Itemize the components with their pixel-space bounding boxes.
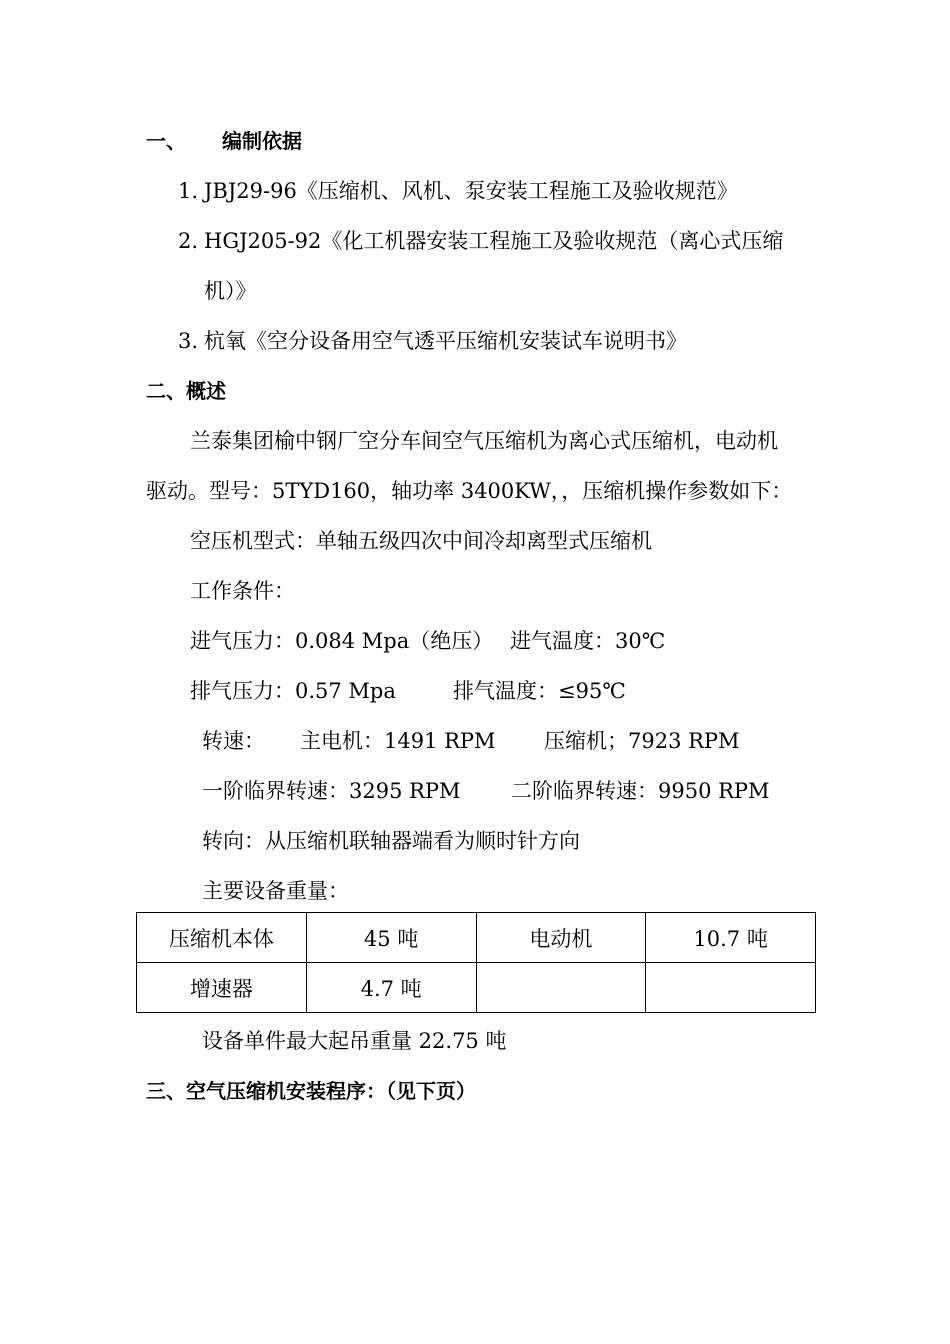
- reference-item-3-num: 3.: [178, 329, 199, 353]
- section1-heading-num: 一、: [146, 129, 186, 153]
- table-cell: 压缩机本体: [137, 913, 307, 963]
- table-cell: [646, 963, 816, 1013]
- speed-label: 转速：: [202, 729, 265, 753]
- compressor-type: 空压机型式：单轴五级四次中间冷却离型式压缩机: [190, 529, 652, 553]
- overview-para-line1: 兰泰集团榆中钢厂空分车间空气压缩机为离心式压缩机，电动机: [190, 429, 778, 453]
- table-cell: 4.7 吨: [306, 963, 476, 1013]
- section1-heading-text: 编制依据: [222, 129, 302, 153]
- reference-item-3: [178, 327, 687, 355]
- reference-item-2: [178, 227, 783, 255]
- table-cell: [476, 963, 646, 1013]
- reference-item-1: [178, 177, 738, 205]
- reference-item-2-text: HGJ205-92《化工机器安装工程施工及验收规范（离心式压缩: [204, 229, 784, 253]
- table-cell: 电动机: [476, 913, 646, 963]
- equipment-weight-table: [136, 912, 816, 1013]
- table-cell: 45 吨: [306, 913, 476, 963]
- table-cell: 增速器: [137, 963, 307, 1013]
- motor-speed: 主电机：1491 RPM: [300, 729, 496, 753]
- reference-item-3-text: 杭氧《空分设备用空气透平压缩机安装试车说明书》: [204, 329, 687, 353]
- reference-item-1-num: 1.: [178, 179, 199, 203]
- outlet-pressure: 排气压力：0.57 Mpa: [190, 679, 396, 703]
- table-row: [137, 913, 816, 963]
- reference-item-2-num: 2.: [178, 229, 199, 253]
- compressor-speed: 压缩机；7923 RPM: [544, 729, 740, 753]
- section2-heading: 二、概述: [146, 379, 226, 403]
- reference-item-2-cont: 机）》: [204, 279, 257, 303]
- section1-heading: [146, 127, 302, 155]
- weights-label: 主要设备重量：: [202, 879, 349, 903]
- reference-item-1-text: JBJ29-96《压缩机、风机、泵安装工程施工及验收规范》: [204, 179, 738, 203]
- rotation-direction: 转向：从压缩机联轴器端看为顺时针方向: [202, 829, 580, 853]
- inlet-pressure: 进气压力：0.084 Mpa（绝压）: [190, 629, 494, 653]
- overview-para-line2: 驱动。型号：5TYD160，轴功率 3400KW，，压缩机操作参数如下：: [146, 479, 793, 503]
- conditions-label: 工作条件：: [190, 579, 295, 603]
- table-cell: 10.7 吨: [646, 913, 816, 963]
- inlet-temp: 进气温度：30℃: [510, 629, 666, 653]
- table-row: [137, 963, 816, 1013]
- critical-speed-2: 二阶临界转速：9950 RPM: [511, 779, 770, 803]
- outlet-temp: 排气温度：≤95℃: [453, 679, 626, 703]
- critical-speed-1: 一阶临界转速：3295 RPM: [202, 779, 461, 803]
- max-lift-weight: 设备单件最大起吊重量 22.75 吨: [202, 1029, 507, 1053]
- section3-heading: 三、空气压缩机安装程序：（见下页）: [146, 1079, 476, 1103]
